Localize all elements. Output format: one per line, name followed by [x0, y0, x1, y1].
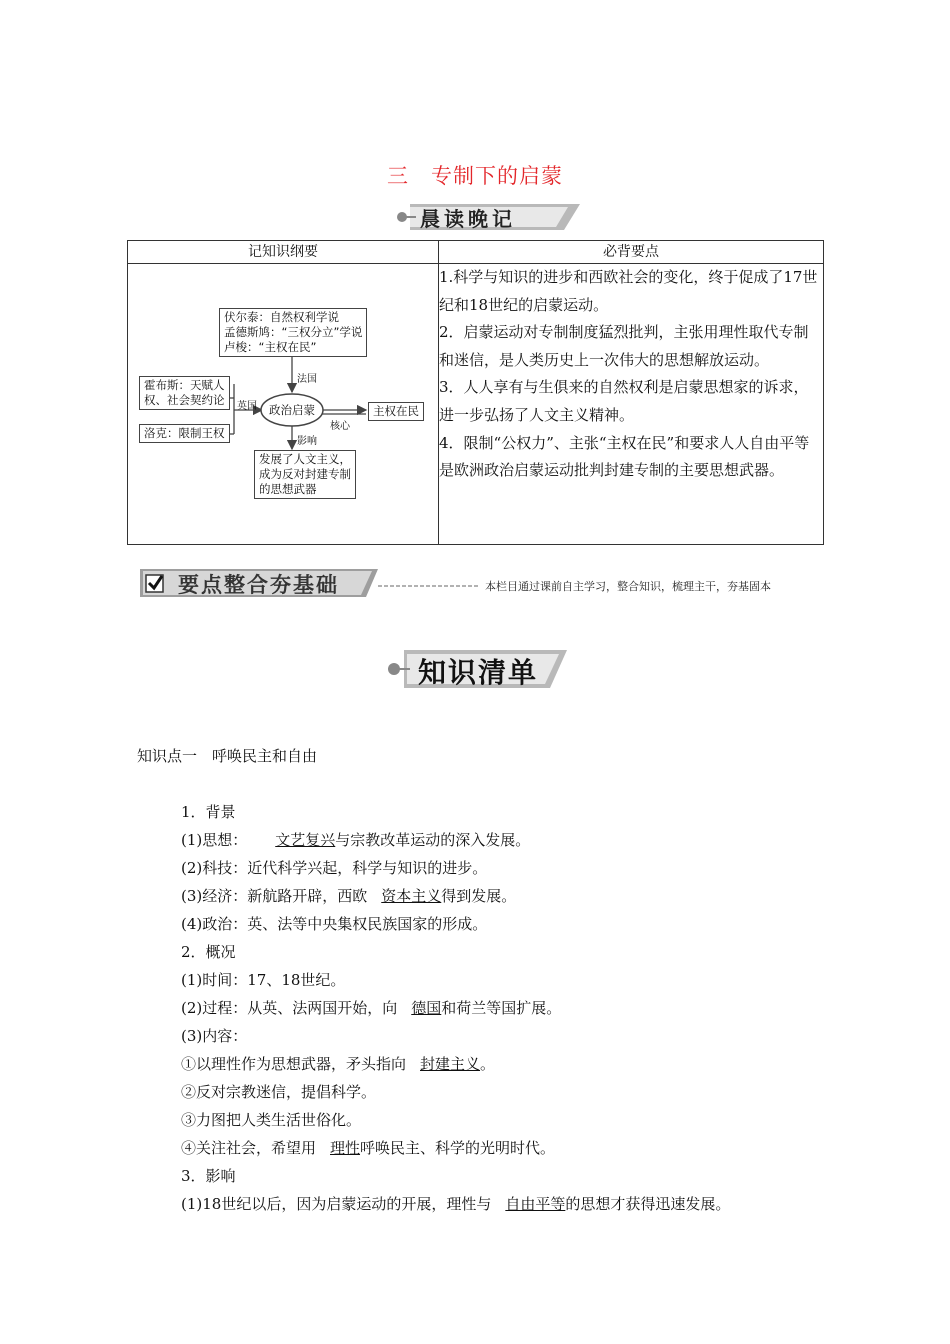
line-process: (2)过程：从英、法两国开始，向 德国和荷兰等国扩展。 — [181, 999, 562, 1017]
key-point-2: 2．启蒙运动对专制制度猛烈批判，主张用理性取代专制和迷信，是人类历史上一次伟大的思想解放运动。 — [439, 323, 809, 369]
line-reason: ①以理性作为思想武器，矛头指向 封建主义。 — [181, 1055, 496, 1073]
page-title: 三 专制下的启蒙 — [387, 164, 563, 188]
line-society: ④关注社会，希望用 理性呼唤民主、科学的光明时代。 — [181, 1139, 556, 1157]
line-science: (2)科技：近代科学兴起，科学与知识的进步。 — [181, 859, 488, 877]
col-header-points: 必背要点 — [439, 241, 824, 264]
fill-reason: 理性 — [330, 1139, 361, 1157]
line-thought: (1)思想： 文艺复兴与宗教改革运动的深入发展。 — [181, 831, 531, 849]
heading-background: 1．背景 — [181, 803, 236, 821]
key-point-3: 3．人人享有与生俱来的自然权利是启蒙思想家的诉求，进一步弘扬了人文主义精神。 — [439, 378, 809, 424]
line-politics: (4)政治：英、法等中央集权民族国家的形成。 — [181, 915, 488, 933]
france-rousseau: 卢梭：“主权在民” — [224, 340, 317, 354]
core-box — [368, 402, 424, 421]
locke-box — [139, 424, 230, 443]
knowledge-banner — [384, 648, 569, 690]
morning-banner-title: 晨读晚记 — [420, 207, 516, 231]
fill-freedom-equality: 自由平等 — [505, 1195, 566, 1213]
summary-table — [127, 240, 824, 545]
section-banner-title: 要点整合夯基础 — [178, 573, 339, 597]
label-france: 法国 — [297, 374, 317, 385]
effect-line2: 成为反对封建专制 — [259, 467, 351, 481]
center-political-enlightenment: 政治启蒙 — [269, 403, 315, 417]
hobbes-line1: 霍布斯：天赋人 — [144, 378, 225, 392]
effect-line3: 的思想武器 — [259, 482, 317, 496]
key-point-4: 4．限制“公权力”、主张“主权在民”和要求人人自由平等是欧洲政治启蒙运动批判封建专制的主要思想武器。 — [439, 433, 810, 480]
knowledge-banner-title: 知识清单 — [418, 656, 539, 689]
fill-germany: 德国 — [411, 999, 442, 1017]
knowledge-point-heading: 知识点一 呼唤民主和自由 — [137, 747, 318, 765]
key-points-cell — [439, 264, 824, 545]
effect-line1: 发展了人文主义， — [259, 452, 351, 466]
section-banner — [140, 567, 810, 599]
fill-feudalism: 封建主义 — [420, 1055, 481, 1073]
hobbes-box — [139, 376, 230, 410]
core-text: 主权在民 — [373, 404, 419, 418]
fill-renaissance: 文艺复兴 — [275, 831, 336, 849]
label-effect: 影响 — [297, 436, 317, 447]
hobbes-line2: 权、社会契约论 — [144, 393, 225, 407]
line-time: (1)时间：17、18世纪。 — [181, 971, 346, 989]
heading-influence: 3．影响 — [181, 1167, 236, 1185]
line-influence-1: (1)18世纪以后，因为启蒙运动的开展，理性与 自由平等的思想才获得迅速发展。 — [181, 1195, 731, 1213]
line-secular: ③力图把人类生活世俗化。 — [181, 1111, 362, 1129]
morning-banner — [392, 200, 582, 232]
france-voltaire: 伏尔泰：自然权利学说 — [224, 310, 339, 324]
col-header-outline: 记知识纲要 — [128, 241, 439, 264]
fill-capitalism: 资本主义 — [381, 887, 442, 905]
line-religion: ②反对宗教迷信，提倡科学。 — [181, 1083, 377, 1101]
locke-text: 洛克：限制王权 — [144, 426, 225, 440]
outline-diagram-cell — [128, 264, 439, 545]
label-england: 英国 — [237, 401, 257, 412]
knowledge-list — [181, 798, 841, 1218]
label-core: 核心 — [330, 421, 350, 432]
line-economy: (3)经济：新航路开辟，西欧 资本主义得到发展。 — [181, 887, 517, 905]
heading-overview: 2．概况 — [181, 943, 236, 961]
effect-box — [254, 450, 356, 499]
section-banner-note: 本栏目通过课前自主学习，整合知识，梳理主干，夯基固本 — [485, 580, 771, 593]
outline-diagram — [128, 264, 438, 544]
france-montesquieu: 孟德斯鸠：“三权分立”学说 — [224, 325, 363, 339]
line-content: (3)内容： — [181, 1027, 248, 1045]
france-thinkers-box — [219, 308, 367, 357]
key-point-1: 1.科学与知识的进步和西欧社会的变化，终于促成了17世纪和18世纪的启蒙运动。 — [439, 268, 818, 314]
